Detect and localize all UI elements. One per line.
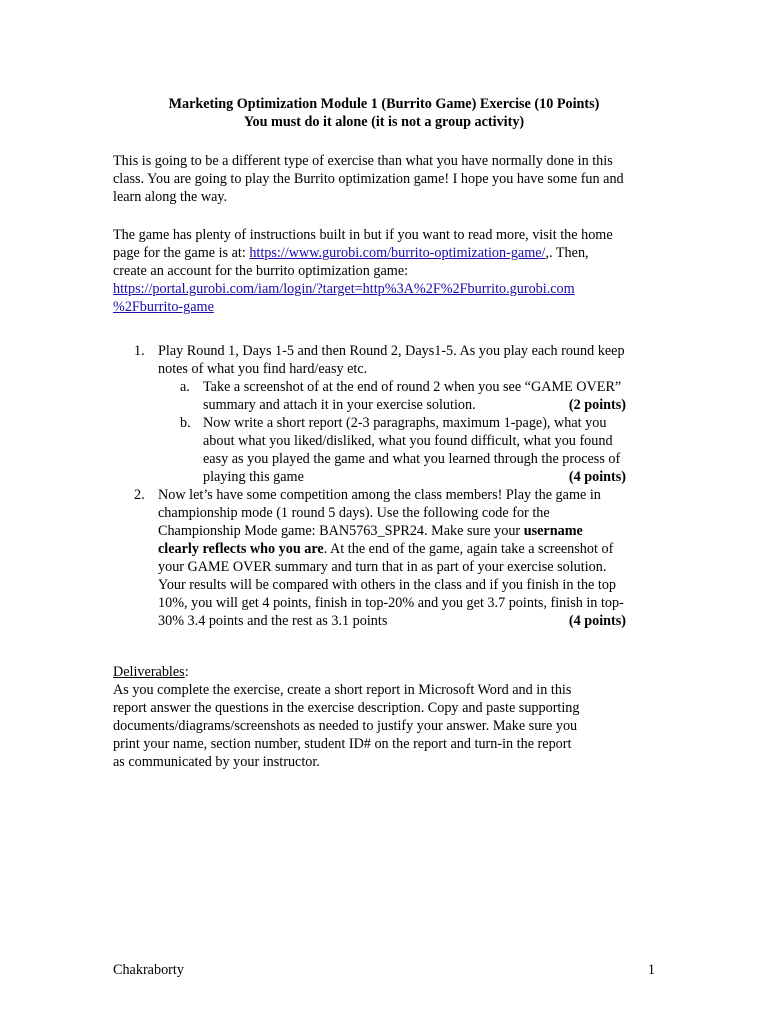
subtask-a [158, 378, 658, 414]
task-line: notes of what you find hard/easy etc. [158, 361, 368, 377]
deliverables-line: report answer the questions in the exercise description. Copy and paste supporting [113, 700, 580, 716]
task-line: Now let’s have some competition among the class members! Play the game in [158, 487, 601, 503]
footer-page-number: 1 [647, 962, 655, 978]
task-line [158, 522, 658, 540]
intro-line: learn along the way. [113, 189, 228, 205]
subtask-line [203, 396, 658, 414]
deliverables-line: as communicated by your instructor. [113, 754, 320, 770]
game-info-prefix: page for the game is at: [113, 245, 250, 261]
game-info-line: The game has plenty of instructions built in but if you want to read more, visit the home [113, 227, 613, 243]
points-label: (2 points) [568, 397, 626, 413]
deliverables-heading-line [113, 663, 658, 681]
login-link-part-1: https://portal.gurobi.com/iam/login/?target=http%3A%2F%2Fburrito.gurobi.com [113, 281, 575, 297]
deliverables-line: documents/diagrams/screenshots as needed to justify your answer. Make sure you [113, 718, 578, 734]
task-list [113, 342, 658, 630]
game-info-suffix: ,. Then, [545, 245, 589, 261]
subtask-line: Take a screenshot of at the end of round 2 when you see “GAME OVER” [203, 379, 622, 395]
document-title: Marketing Optimization Module 1 (Burrito Game) Exercise (10 Points) [168, 96, 600, 112]
task-item-2 [113, 486, 658, 630]
login-link-wrapper [113, 280, 658, 316]
intro-line: class. You are going to play the Burrito optimization game! I hope you have some fun and [113, 171, 624, 187]
intro-line: This is going to be a different type of exercise than what you have normally done in this [113, 153, 613, 169]
subtask-line: about what you liked/disliked, what you found difficult, what you found [203, 433, 613, 449]
subtask-b [158, 414, 658, 486]
document-subtitle: You must do it alone (it is not a group activity) [243, 114, 525, 130]
deliverables-heading: Deliverables [113, 664, 185, 680]
login-link-part-2: %2Fburrito-game [113, 299, 214, 315]
task-line: your GAME OVER summary and turn that in as part of your exercise solution. [158, 559, 607, 575]
task-line [158, 612, 658, 630]
task-line: Your results will be compared with others in the class and if you finish in the top [158, 577, 617, 593]
deliverables-line: As you complete the exercise, create a short report in Microsoft Word and in this [113, 682, 572, 698]
title-block [0, 95, 768, 131]
task-text: 30% 3.4 points and the rest as 3.1 points [158, 613, 388, 629]
deliverables-section [113, 663, 658, 771]
points-label: (4 points) [568, 469, 626, 485]
login-link[interactable] [113, 281, 575, 315]
task-line: Play Round 1, Days 1-5 and then Round 2, Days1-5. As you play each round keep [158, 343, 625, 359]
username-emphasis: username [523, 523, 583, 539]
subtask-line: Now write a short report (2-3 paragraphs, maximum 1-page), what you [203, 415, 607, 431]
subtask-line: easy as you played the game and what you learned through the process of [203, 451, 621, 467]
subtask-line [203, 468, 658, 486]
task-number: 2. [134, 487, 145, 503]
footer-author: Chakraborty [113, 962, 184, 978]
username-emphasis-2: clearly reflects who you are [158, 541, 324, 557]
game-info-line: create an account for the burrito optimization game: [113, 263, 409, 279]
game-info-line [113, 244, 658, 262]
task-number: 1. [134, 343, 145, 359]
points-label: (4 points) [568, 613, 626, 629]
task-item-1 [113, 342, 658, 486]
subtask-letter: b. [180, 415, 191, 431]
task-text: . At the end of the game, again take a screenshot of [323, 541, 614, 557]
subtask-letter: a. [180, 379, 190, 395]
deliverables-colon: : [184, 664, 189, 680]
task-line: championship mode (1 round 5 days). Use the following code for the [158, 505, 550, 521]
task-text: Championship Mode game: BAN5763_SPR24. Make sure your [158, 523, 524, 539]
intro-paragraph [113, 152, 658, 206]
task-line [158, 540, 658, 558]
subtask-text: playing this game [203, 469, 304, 485]
home-page-link[interactable]: https://www.gurobi.com/burrito-optimization-game/ [249, 245, 546, 261]
game-info-paragraph [113, 226, 658, 316]
subtask-text: summary and attach it in your exercise solution. [203, 397, 476, 413]
task-line: 10%, you will get 4 points, finish in top-20% and you get 3.7 points, finish in top- [158, 595, 624, 611]
deliverables-line: print your name, section number, student ID# on the report and turn-in the report [113, 736, 572, 752]
